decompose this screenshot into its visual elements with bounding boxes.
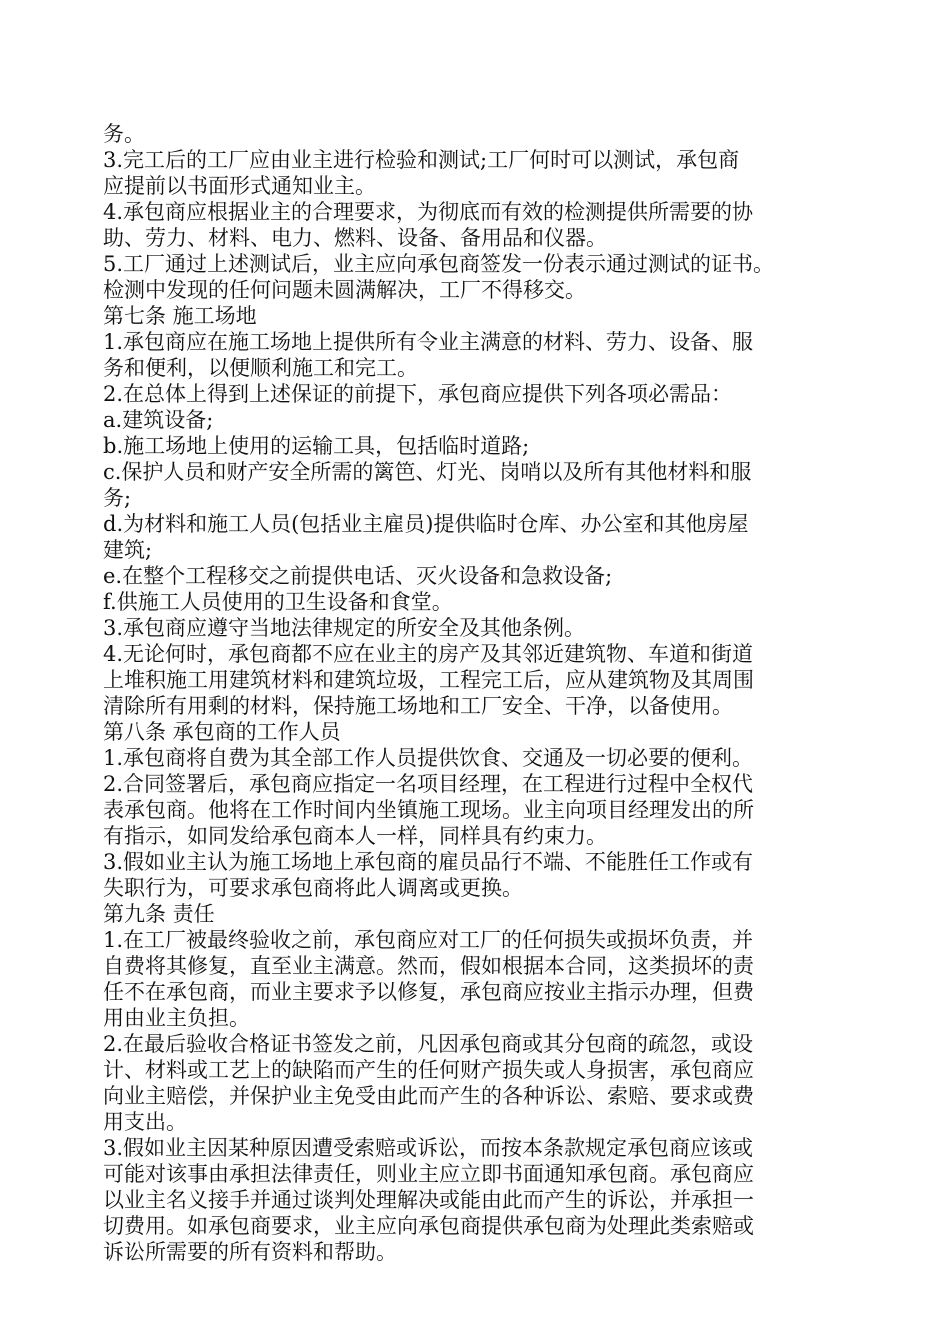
text-line: 向业主赔偿，并保护业主免受由此而产生的各种诉讼、索赔、要求或费 <box>103 1084 754 1108</box>
text-line: 1.在工厂被最终验收之前，承包商应对工厂的任何损失或损坏负责，并 <box>103 928 754 952</box>
text-line: f.供施工人员使用的卫生设备和食堂。 <box>103 590 453 614</box>
text-line: b.施工场地上使用的运输工具，包括临时道路; <box>103 434 530 458</box>
text-line: 4.无论何时，承包商都不应在业主的房产及其邻近建筑物、车道和街道 <box>103 642 754 666</box>
text-line: 任不在承包商，而业主要求予以修复，承包商应按业主指示办理，但费 <box>103 980 754 1004</box>
text-line: 5.工厂通过上述测试后，业主应向承包商签发一份表示通过测试的证书。 <box>103 252 775 276</box>
text-line: 务和便利，以便顺利施工和完工。 <box>103 356 418 380</box>
text-line: 清除所有用剩的材料，保持施工场地和工厂安全、干净，以备使用。 <box>103 694 733 718</box>
text-line: 应提前以书面形式通知业主。 <box>103 174 376 198</box>
text-line: 表承包商。他将在工作时间内坐镇施工现场。业主向项目经理发出的所 <box>103 798 754 822</box>
text-line: 用由业主负担。 <box>103 1006 250 1030</box>
text-line: 有指示，如同发给承包商本人一样，同样具有约束力。 <box>103 824 607 848</box>
text-line: 3.假如业主认为施工场地上承包商的雇员品行不端、不能胜任工作或有 <box>103 850 754 874</box>
section-heading: 第七条 施工场地 <box>103 304 257 328</box>
text-line: 务; <box>103 486 132 510</box>
text-line: 切费用。如承包商要求，业主应向承包商提供承包商为处理此类索赔或 <box>103 1214 754 1238</box>
text-line: a.建筑设备; <box>103 408 214 432</box>
text-line: 3.承包商应遵守当地法律规定的所安全及其他条例。 <box>103 616 586 640</box>
text-line: 4.承包商应根据业主的合理要求，为彻底而有效的检测提供所需要的协 <box>103 200 754 224</box>
text-line: d.为材料和施工人员(包括业主雇员)提供临时仓库、办公室和其他房屋 <box>103 512 749 536</box>
text-line: 3.假如业主因某种原因遭受索赔或诉讼，而按本条款规定承包商应该或 <box>103 1136 754 1160</box>
text-line: c.保护人员和财产安全所需的篱笆、灯光、岗哨以及所有其他材料和服 <box>103 460 752 484</box>
section-heading: 第九条 责任 <box>103 902 215 926</box>
text-line: 可能对该事由承担法律责任，则业主应立即书面通知承包商。承包商应 <box>103 1162 754 1186</box>
text-line: 自费将其修复，直至业主满意。然而，假如根据本合同，这类损坏的责 <box>103 954 754 978</box>
text-line: 失职行为，可要求承包商将此人调离或更换。 <box>103 876 523 900</box>
text-line: 助、劳力、材料、电力、燃料、设备、备用品和仪器。 <box>103 226 607 250</box>
text-line: e.在整个工程移交之前提供电话、灭火设备和急救设备; <box>103 564 613 588</box>
text-line: 2.在最后验收合格证书签发之前，凡因承包商或其分包商的疏忽，或设 <box>103 1032 754 1056</box>
text-line: 用支出。 <box>103 1110 187 1134</box>
text-line: 务。 <box>103 122 145 146</box>
section-heading: 第八条 承包商的工作人员 <box>103 720 341 744</box>
text-line: 检测中发现的任何问题未圆满解决，工厂不得移交。 <box>103 278 586 302</box>
text-line: 1.承包商将自费为其全部工作人员提供饮食、交通及一切必要的便利。 <box>103 746 754 770</box>
text-line: 2.合同签署后，承包商应指定一名项目经理，在工程进行过程中全权代 <box>103 772 754 796</box>
text-line: 建筑; <box>103 538 153 562</box>
text-line: 3.完工后的工厂应由业主进行检验和测试;工厂何时可以测试，承包商 <box>103 148 740 172</box>
text-line: 1.承包商应在施工场地上提供所有令业主满意的材料、劳力、设备、服 <box>103 330 754 354</box>
text-line: 上堆积施工用建筑材料和建筑垃圾，工程完工后，应从建筑物及其周围 <box>103 668 754 692</box>
text-line: 2.在总体上得到上述保证的前提下，承包商应提供下列各项必需品： <box>103 382 733 406</box>
document-body <box>103 121 873 1265</box>
text-line: 以业主名义接手并通过谈判处理解决或能由此而产生的诉讼，并承担一 <box>103 1188 754 1212</box>
text-line: 诉讼所需要的所有资料和帮助。 <box>103 1240 397 1264</box>
text-line: 计、材料或工艺上的缺陷而产生的任何财产损失或人身损害，承包商应 <box>103 1058 754 1082</box>
